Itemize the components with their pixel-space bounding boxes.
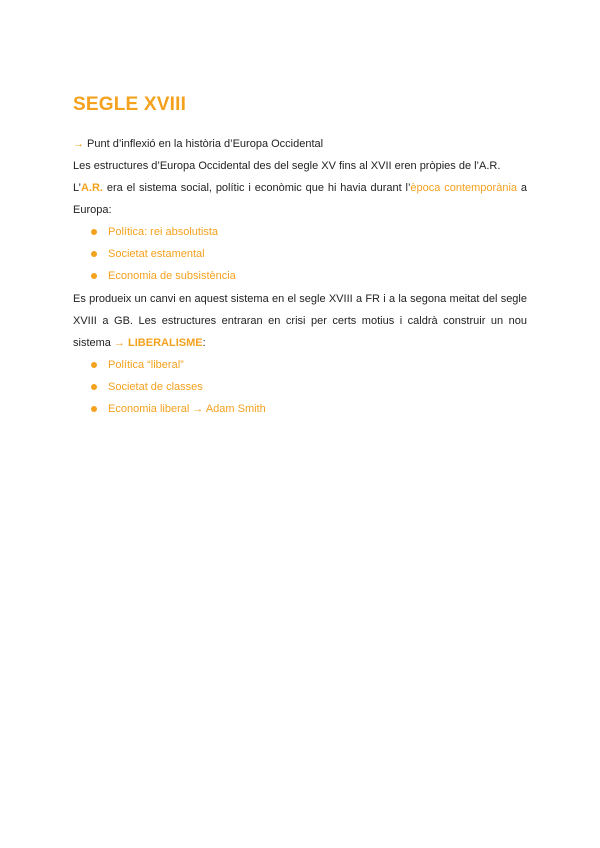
list-item xyxy=(73,402,527,424)
ancien-regime-list xyxy=(73,225,527,291)
bullet-icon xyxy=(91,251,97,257)
inflection-point-line xyxy=(73,137,527,151)
list-item-text: Societat estamental xyxy=(108,248,205,260)
change-paragraph-line-2: XVIII a GB. Les estructures entraran en crisi per certs motius i caldrà construir un nou xyxy=(73,315,527,327)
list-item-text: Política “liberal” xyxy=(108,359,184,371)
ar-paragraph-line-2: Europa: xyxy=(73,204,112,216)
page-title: SEGLE XVIII xyxy=(73,94,187,115)
liberal-system-list xyxy=(73,358,527,424)
change-paragraph-line-3 xyxy=(73,336,527,350)
change-paragraph-line-1: Es produeix un canvi en aquest sistema en el segle XVIII a FR i a la segona meitat del segle xyxy=(73,293,527,305)
bullet-icon xyxy=(91,362,97,368)
inflection-point-text: Punt d’inflexió en la història d’Europa Occidental xyxy=(84,138,324,150)
ar-highlight: A.R. xyxy=(80,182,103,194)
arrow-icon: → xyxy=(73,138,84,150)
ar-paragraph-line-1 xyxy=(73,181,527,195)
list-item-text: Economia liberal → Adam Smith xyxy=(108,403,266,415)
ar-prefix: L’ xyxy=(73,182,81,194)
list-item xyxy=(73,247,527,269)
sistema-text: sistema xyxy=(73,337,114,349)
bullet-icon xyxy=(91,229,97,235)
list-item-text: Societat de classes xyxy=(108,381,203,393)
bullet-icon xyxy=(91,406,97,412)
bullet-icon xyxy=(91,384,97,390)
list-item-text: Economia de subsistència xyxy=(108,270,236,282)
epoca-highlight: època contemporània xyxy=(410,182,518,194)
list-item-text: Política: rei absolutista xyxy=(108,226,219,238)
colon-text: : xyxy=(202,337,206,349)
arrow-icon: → xyxy=(113,337,125,349)
list-item xyxy=(73,358,527,380)
list-item xyxy=(73,380,527,402)
ar-middle-text: era el sistema social, polític i econòmic que hi havia durant l’ xyxy=(102,182,411,194)
structures-line: Les estructures d’Europa Occidental des del segle XV fins al XVII eren pròpies de l’A.R. xyxy=(73,160,501,172)
liberalisme-highlight: LIBERALISME xyxy=(124,337,203,349)
ar-suffix: a xyxy=(517,182,527,194)
bullet-icon xyxy=(91,273,97,279)
list-item xyxy=(73,269,527,291)
list-item xyxy=(73,225,527,247)
